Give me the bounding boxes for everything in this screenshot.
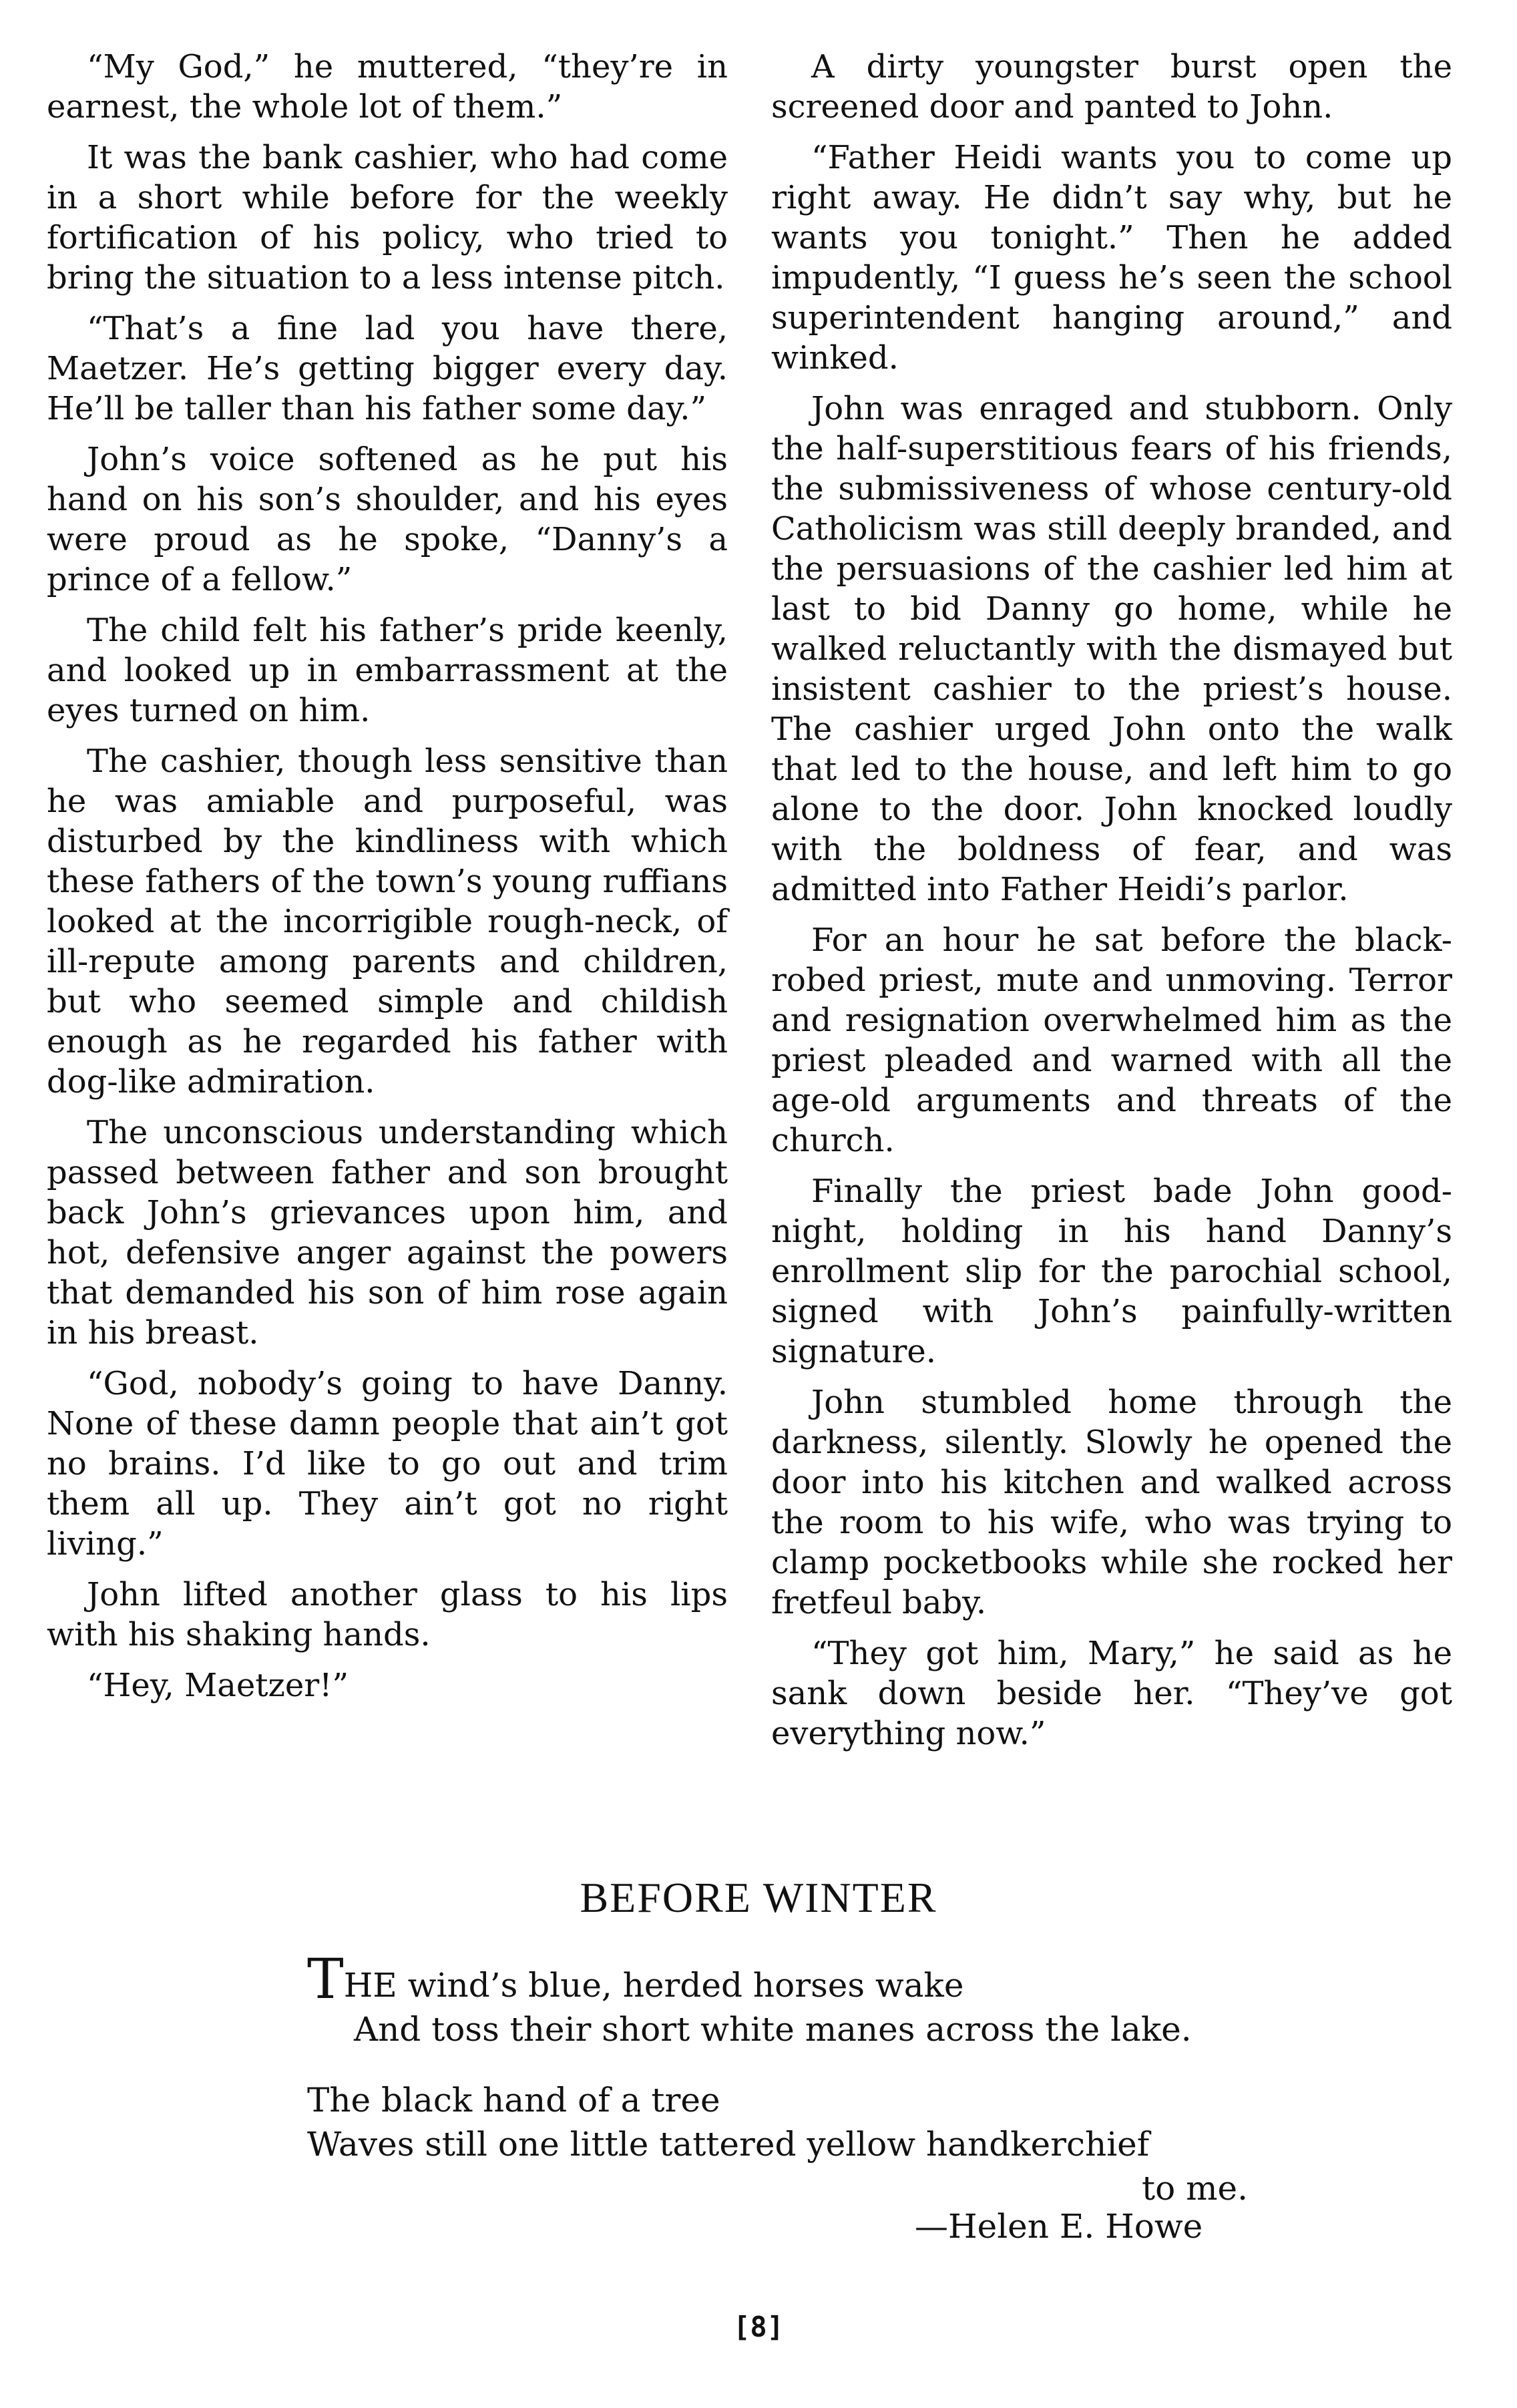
paragraph: A dirty youngster burst open the screened door and panted to John. (771, 48, 1452, 126)
right-column (771, 47, 1452, 1764)
paragraph: “My God,” he muttered, “they’re in earnest, the whole lot of them.” (47, 48, 728, 126)
paragraph: It was the bank cashier, who had come in a short while before for the weekly fortification of his policy, who tried to bring the situation to a less intense pitch. (47, 139, 728, 296)
poem-line-continuation: to me. (1142, 2169, 1248, 2208)
paragraph: For an hour he sat before the black-robed priest, mute and unmoving. Terror and resignation overwhelmed him as the priest pleaded and warned with all the age-old arguments and threats of the church. (771, 922, 1452, 1159)
paragraph: The child felt his father’s pride keenly, and looked up in embarrassment at the eyes turned on him. (47, 612, 728, 729)
poem-line: The black hand of a tree (307, 2081, 720, 2120)
paragraph: John’s voice softened as he put his hand on his son’s shoulder, and his eyes were proud as he spoke, “Danny’s a prince of a fellow.” (47, 441, 728, 598)
poem-line (307, 1948, 1309, 2011)
poem-line: And toss their short white manes across the lake. (354, 2010, 1192, 2049)
paragraph: “Hey, Maetzer!” (87, 1667, 349, 1704)
paragraph: The unconscious understanding which passed between father and son brought back John’s grievances upon him, and hot, defensive anger against the powers that demanded his son of him rose again in his breast. (47, 1114, 728, 1352)
paragraph: The cashier, though less sensitive than he was amiable and purposeful, was disturbed by the kindliness with which these fathers of the town’s young ruffians looked at the incorrigible rough-neck, of ill-repute among parents and children, but who seemed simple and childish enough as he regarded his father with dog-like admiration. (47, 743, 728, 1100)
paragraph: “God, nobody’s going to have Danny. None of these damn people that ain’t got no brains. I’d like to go out and trim them all up. They ain’t got no right living.” (47, 1365, 728, 1563)
poem-line-text: HE wind’s blue, herded horses wake (343, 1966, 964, 2005)
poem-line: Waves still one little tattered yellow handkerchief (307, 2125, 1150, 2164)
stanza-gap (307, 2051, 1309, 2078)
paragraph: “They got him, Mary,” he said as he sank down beside her. “They’ve got everything now.” (771, 1635, 1452, 1752)
drop-cap: T (307, 1948, 344, 2011)
poem-author: —Helen E. Howe (915, 2207, 1203, 2246)
paragraph: John was enraged and stubborn. Only the half-superstitious fears of his friends, the submissiveness of whose century-old Catholicism was still deeply branded, and the persuasions of the cashier led him at last to bid Danny go home, while he walked reluctantly with the dismayed but insistent cashier to the priest’s house. The cashier urged John onto the walk that led to the house, and left him to go alone to the door. John knocked loudly with the boldness of fear, and was admitted into Father Heidi’s parlor. (771, 390, 1452, 908)
poem-title: BEFORE WINTER (580, 1874, 937, 1921)
story-columns (47, 47, 1456, 1783)
paragraph: “Father Heidi wants you to come up right away. He didn’t say why, but he wants you tonight.” Then he added impudently, “I guess he’s seen the school superintendent hanging around,” and winked. (771, 139, 1452, 377)
paragraph: John lifted another glass to his lips with his shaking hands. (47, 1576, 728, 1653)
poem-body (307, 1948, 1309, 2210)
page-number: [8] (733, 2311, 784, 2343)
paragraph: John stumbled home through the darkness, silently. Slowly he opened the door into his kitchen and walked across the room to his wife, who was trying to clamp pocketbooks while she rocked her fretfeul baby. (771, 1384, 1452, 1621)
left-column (47, 47, 728, 1716)
paragraph: “That’s a fine lad you have there, Maetzer. He’s getting bigger every day. He’ll be taller than his father some day.” (47, 310, 728, 427)
paragraph: Finally the priest bade John good-night, holding in his hand Danny’s enrollment slip for the parochial school, signed with John’s painfully-written signature. (771, 1173, 1452, 1370)
